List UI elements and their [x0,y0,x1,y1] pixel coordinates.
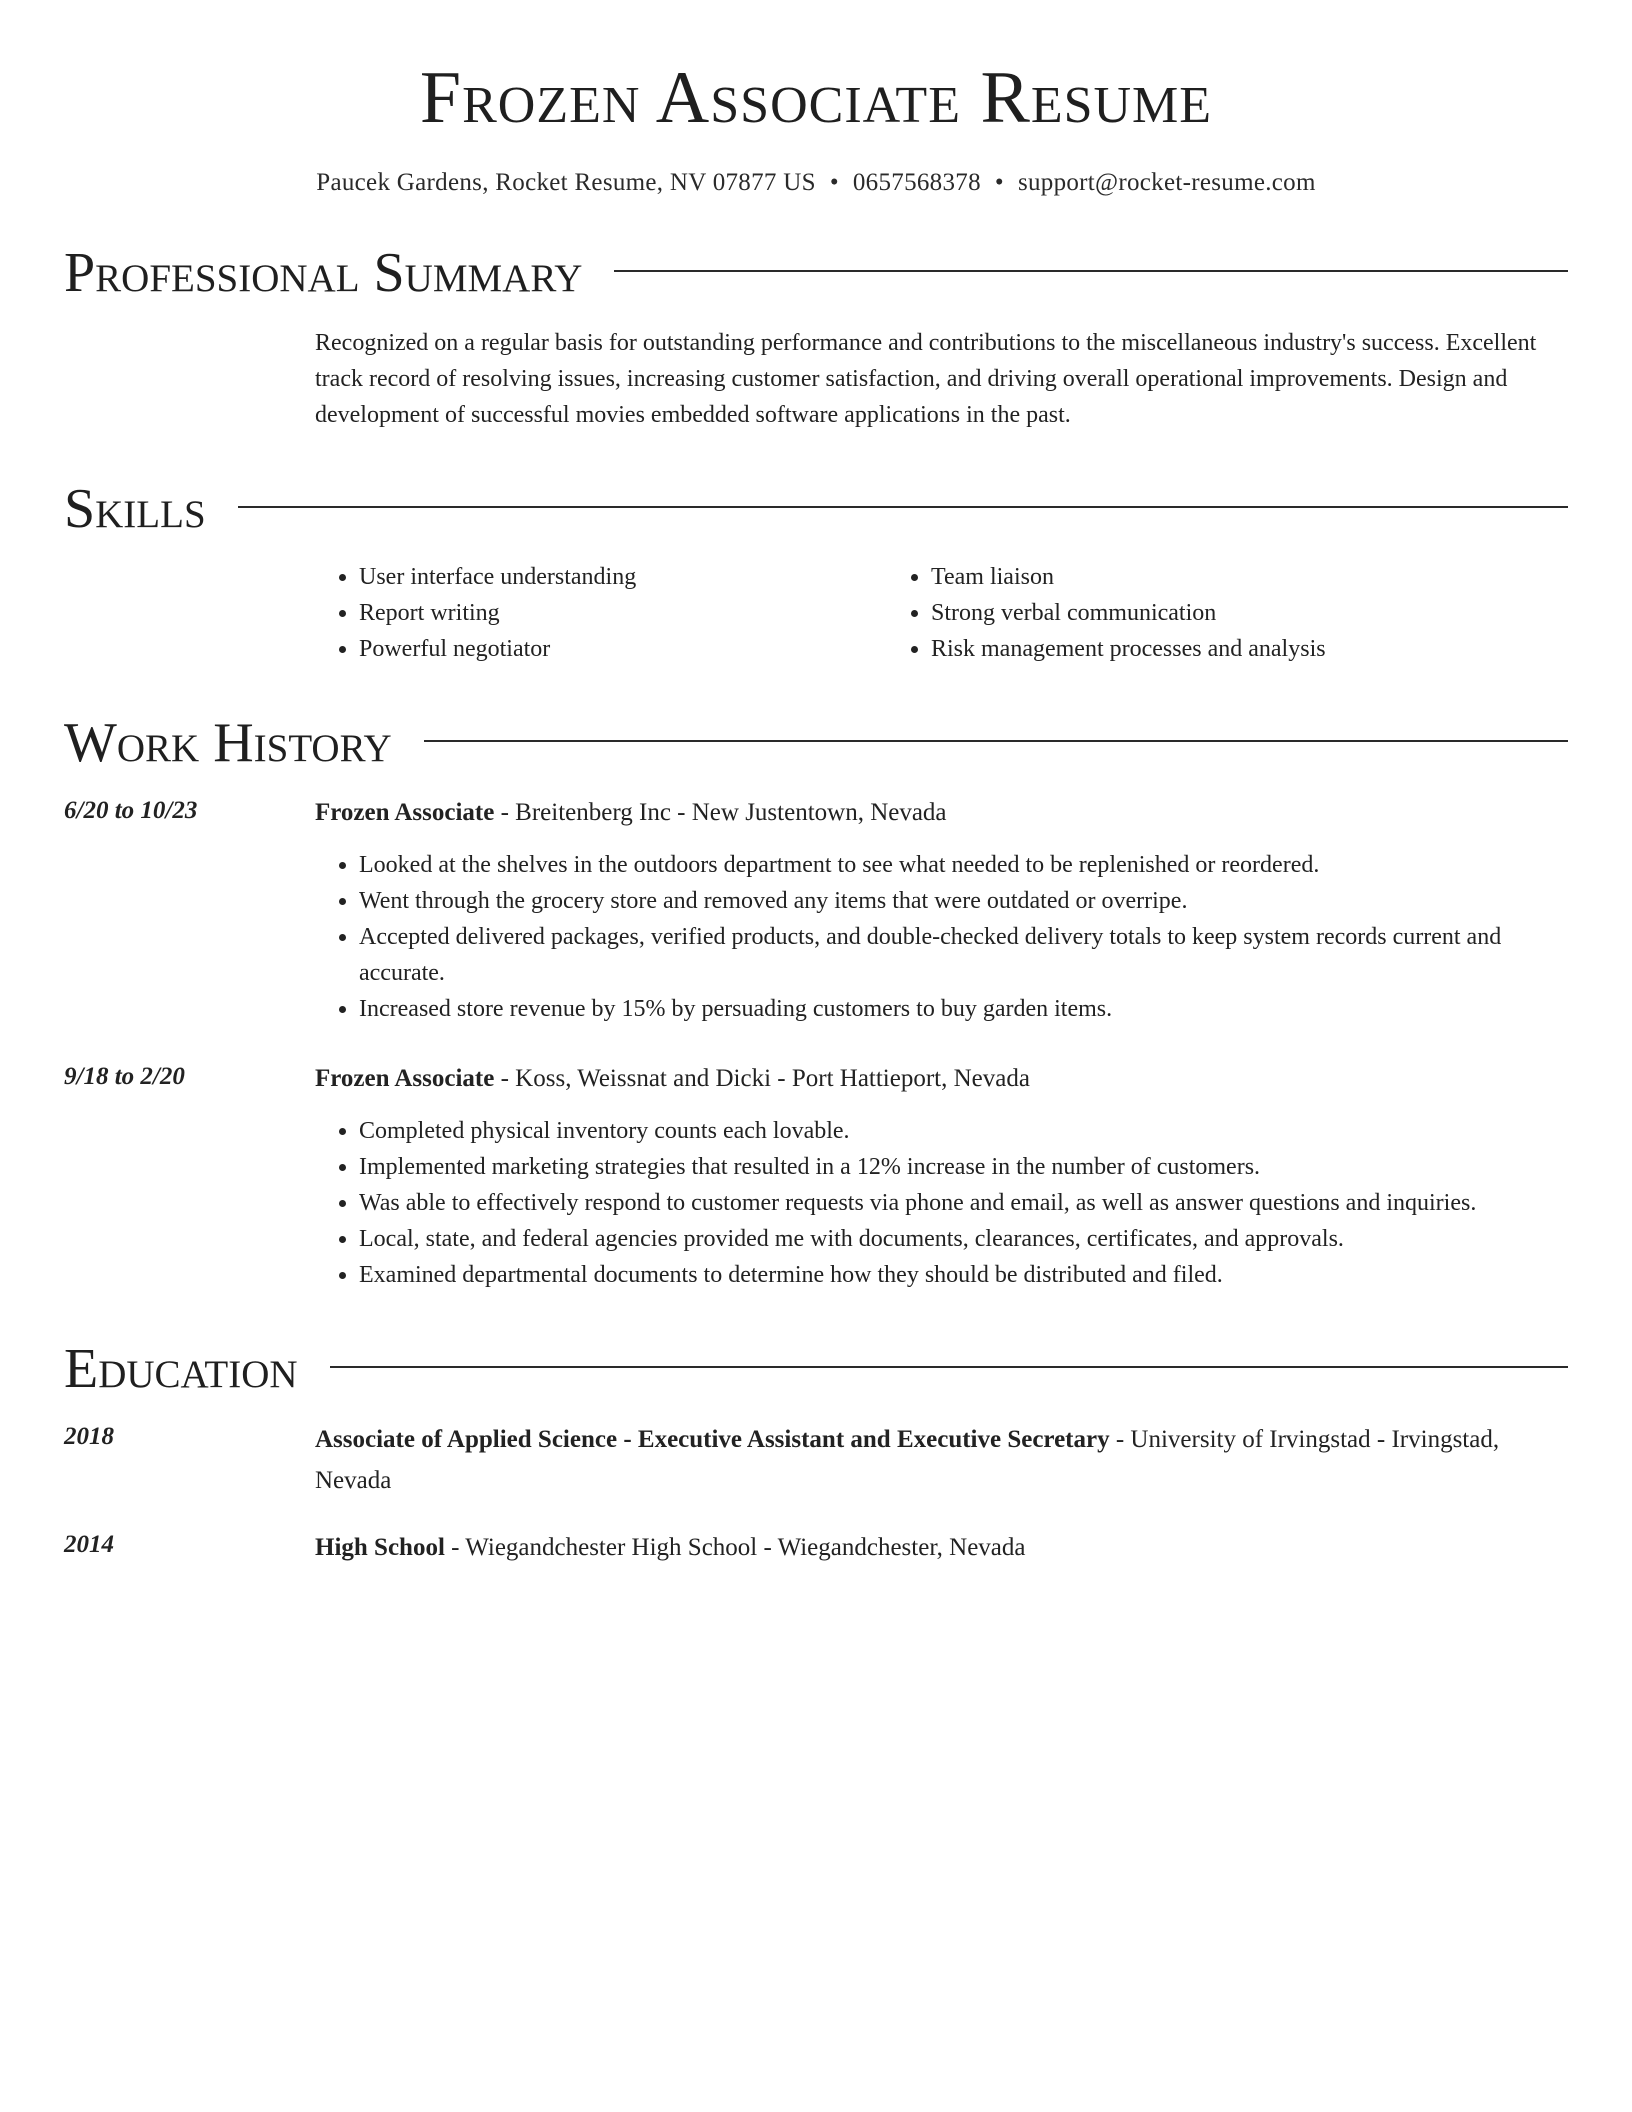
education-year: 2014 [64,1531,114,1559]
skills-list [315,559,1568,667]
skills-heading: Skills [64,478,206,541]
job-bullet: • Local, state, and federal agencies provided me with documents, clearances, certificates, and approvals. [359,1221,1568,1257]
skills-column-left [315,559,887,667]
section-divider [330,1366,1568,1368]
job-employer: - Breitenberg Inc - New Justentown, Nevada [494,799,947,827]
skill-item: • User interface understanding [359,559,887,595]
contact-address: Paucek Gardens, Rocket Resume, NV 07877 US [316,169,816,197]
job-bullet: • Examined departmental documents to determine how they should be distributed and filed. [359,1257,1568,1293]
job-employer: - Koss, Weissnat and Dicki - Port Hattieport, Nevada [494,1065,1030,1093]
education-degree: Associate of Applied Science - Executive Assistant and Executive Secretary [315,1426,1110,1454]
job-entry [64,793,1568,1027]
summary-spacer [64,325,315,433]
summary-text: Recognized on a regular basis for outstanding performance and contributions to the miscellaneous industry's success. Excellent track record of resolving issues, increasing customer satisfaction, and driving overall operational improvements. Design and development of successful movies embedded software applications in the past. [315,330,1537,429]
section-divider [614,270,1568,272]
skills-section-header [64,478,1568,541]
summary-section-header [64,242,1568,305]
skill-item: • Strong verbal communication [931,595,1459,631]
summary-heading: Professional Summary [64,242,583,305]
job-bullet: • Accepted delivered packages, verified products, and double-checked delivery totals to keep system records current and accurate. [359,919,1568,991]
contact-line [64,169,1568,197]
work-section-header [64,712,1568,775]
job-bullets [315,1113,1568,1293]
education-entry [64,1419,1568,1501]
resume-title: Frozen Associate Resume [419,57,1213,139]
education-degree: High School [315,1534,445,1562]
job-bullet: • Looked at the shelves in the outdoors department to see what needed to be replenished or reordered. [359,847,1568,883]
section-divider [238,506,1568,508]
skill-item: • Risk management processes and analysis [931,631,1459,667]
job-bullet: • Increased store revenue by 15% by persuading customers to buy garden items. [359,991,1568,1027]
job-title-line [315,793,1568,833]
education-year: 2018 [64,1423,114,1451]
education-content [315,1527,1568,1568]
job-bullet: • Completed physical inventory counts each lovable. [359,1113,1568,1149]
education-heading: Education [64,1338,298,1401]
skill-item: • Report writing [359,595,887,631]
skill-item: • Powerful negotiator [359,631,887,667]
job-title-line [315,1059,1568,1099]
job-bullet: • Implemented marketing strategies that resulted in a 12% increase in the number of customers. [359,1149,1568,1185]
summary-content [315,325,1568,433]
education-entry [64,1527,1568,1568]
job-role: Frozen Associate [315,1065,495,1093]
job-content [315,793,1568,1027]
job-bullets [315,847,1568,1027]
education-section-header [64,1338,1568,1401]
job-content [315,1059,1568,1293]
education-school: - University of Irvingstad - Irvingstad, Nevada [315,1426,1500,1495]
job-bullet: • Was able to effectively respond to customer requests via phone and email, as well as answer questions and inquiries. [359,1185,1568,1221]
work-heading: Work History [64,712,392,775]
skills-row [64,537,1568,667]
contact-separator: • [829,169,839,197]
job-dates: 6/20 to 10/23 [64,797,198,825]
job-entry [64,1059,1568,1293]
contact-separator: • [994,169,1004,197]
job-dates: 9/18 to 2/20 [64,1063,185,1091]
contact-email: support@rocket-resume.com [1017,169,1316,197]
skills-spacer [64,537,315,667]
job-role: Frozen Associate [315,799,495,827]
summary-row [64,325,1568,433]
skill-item: • Team liaison [931,559,1459,595]
education-content [315,1419,1568,1501]
skills-column-right [887,559,1459,667]
job-bullet: • Went through the grocery store and removed any items that were outdated or overripe. [359,883,1568,919]
contact-phone: 0657568378 [852,169,981,197]
section-divider [424,740,1568,742]
education-school: - Wiegandchester High School - Wiegandchester, Nevada [444,1534,1026,1562]
